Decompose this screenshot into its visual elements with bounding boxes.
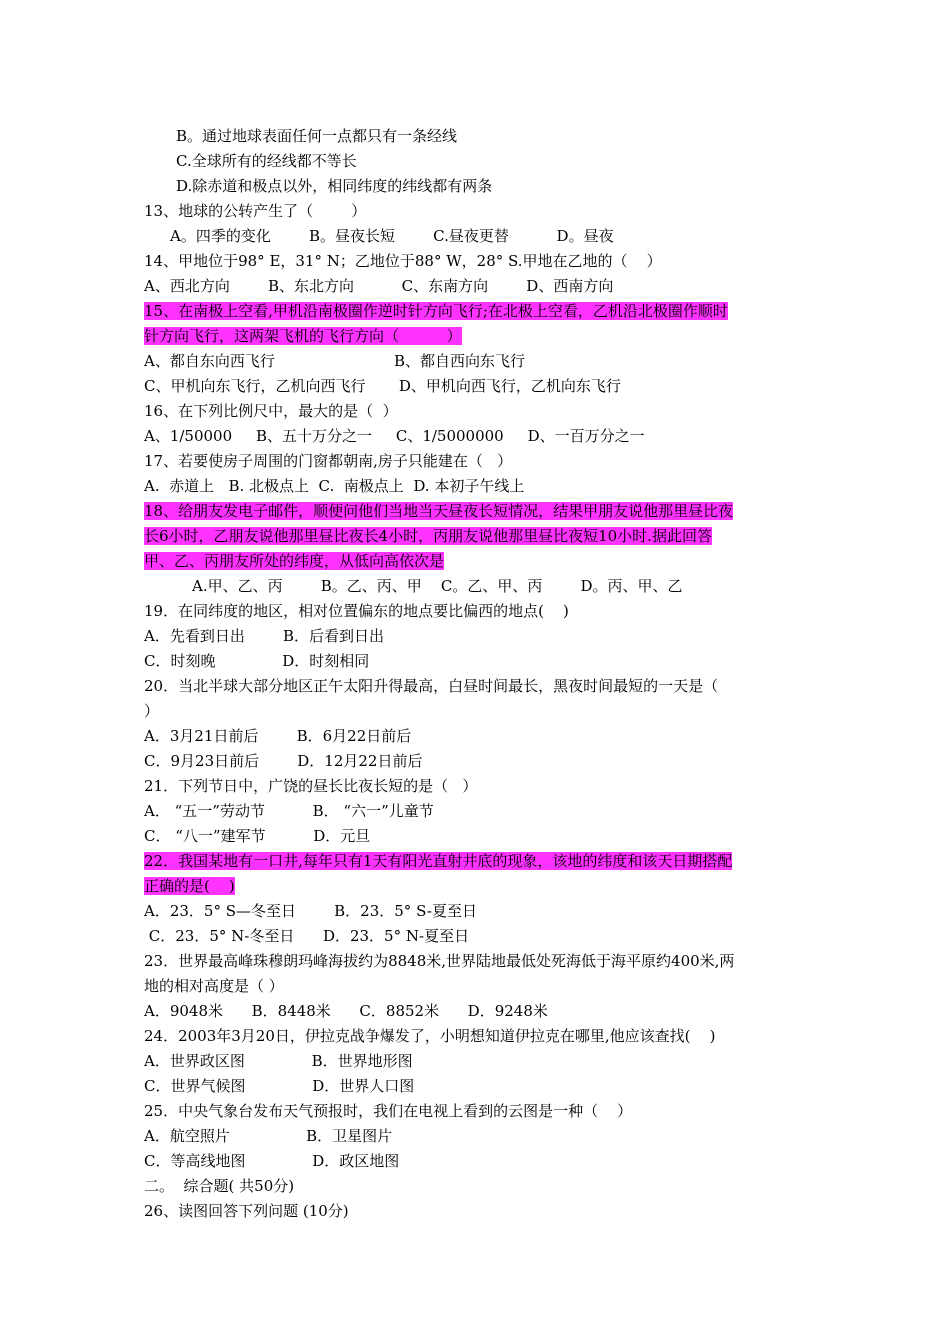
option-d-text: D.除赤道和极点以外，相同纬度的纬线都有两条 [176,177,493,195]
question-15-line-1 [144,300,728,322]
question-26: 26、读图回答下列问题 (10分) [144,1202,349,1220]
option-b-text: B。通过地球表面任何一点都只有一条经线 [176,127,458,145]
question-15-line-2 [144,325,462,347]
question-17-options: A. 赤道上 B. 北极点上 C. 南极点上 D. 本初子午线上 [144,477,525,495]
question-14-options: A、西北方向 B、东北方向 C、东南方向 D、西南方向 [144,277,614,295]
question-20-line-2: ） [144,702,160,720]
question-18-line-1 [144,500,733,522]
question-16: 16、在下列比例尺中，最大的是（ ） [144,402,398,420]
question-19-options-ab: A．先看到日出 B．后看到日出 [144,627,385,645]
question-21-options-cd: C． “八一”建军节 D．元旦 [144,827,371,845]
question-20-line-1: 20．当北半球大部分地区正午太阳升得最高，白昼时间最长，黑夜时间最短的一天是（ [144,677,719,695]
question-22-options-cd: C．23．5° N-冬至日 D．23．5° N-夏至日 [144,927,470,945]
question-22-line-1 [144,850,732,872]
question-19-options-cd: C．时刻晚 D．时刻相同 [144,652,370,670]
question-22-line-2 [144,875,235,897]
question-24-options-cd: C．世界气候图 D．世界人口图 [144,1077,415,1095]
question-24-options-ab: A．世界政区图 B．世界地形图 [144,1052,413,1070]
question-18-line-2 [144,525,712,547]
highlight: 正确的是( ) [144,877,235,895]
question-20-options-ab: A．3月21日前后 B．6月22日前后 [144,727,412,745]
highlight: 长6小时，乙朋友说他那里昼比夜长4小时，丙朋友说他那里昼比夜短10小时.据此回答 [144,527,712,545]
question-17: 17、若要使房子周围的门窗都朝南,房子只能建在（ ） [144,452,513,470]
highlight: 甲、乙、丙朋友所处的纬度，从低向高依次是 [144,552,445,570]
question-24: 24．2003年3月20日，伊拉克战争爆发了，小明想知道伊拉克在哪里,他应该查找( ) [144,1027,716,1045]
question-20-options-cd: C．9月23日前后 D．12月22日前后 [144,752,423,770]
question-22-options-ab: A．23．5° S—冬至日 B．23．5° S-夏至日 [144,902,477,920]
question-18-options: A.甲、乙、丙 B。乙、丙、甲 C。乙、甲、丙 D。丙、甲、乙 [192,577,683,595]
question-25-options-ab: A．航空照片 B．卫星图片 [144,1127,393,1145]
question-16-options: A、1/50000 B、五十万分之一 C、1/5000000 D、一百万分之一 [144,427,645,445]
highlight: 18、给朋友发电子邮件，顺便问他们当地当天昼夜长短情况，结果甲朋友说他那里昼比夜 [144,502,734,520]
section-2-heading: 二。 综合题( 共50分) [144,1177,295,1195]
question-25-options-cd: C．等高线地图 D．政区地图 [144,1152,400,1170]
highlight: 22．我国某地有一口井,每年只有1天有阳光直射井底的现象，该地的纬度和该天日期搭配 [144,852,733,870]
question-15-options-cd: C、甲机向东飞行，乙机向西飞行 D、甲机向西飞行，乙机向东飞行 [144,377,621,395]
question-13-options: A。四季的变化 B。昼夜长短 C.昼夜更替 D。昼夜 [170,227,614,245]
question-23-options: A．9048米 B．8448米 C．8852米 D．9248米 [144,1002,548,1020]
highlight: 15、在南极上空看,甲机沿南极圈作逆时针方向飞行;在北极上空看，乙机沿北极圈作顺时 [144,302,728,320]
question-21: 21．下列节日中，广饶的昼长比夜长短的是（ ） [144,777,478,795]
question-18-line-3 [144,550,444,572]
question-23-line-2: 地的相对高度是（ ） [144,977,284,995]
question-19: 19．在同纬度的地区，相对位置偏东的地点要比偏西的地点( ) [144,602,569,620]
question-23-line-1: 23．世界最高峰珠穆朗玛峰海拔约为8848米,世界陆地最低处死海低于海平原约400米,两 [144,952,735,970]
question-13: 13、地球的公转产生了（ ） [144,202,367,220]
question-25: 25．中央气象台发布天气预报时，我们在电视上看到的云图是一种（ ） [144,1102,633,1120]
question-14: 14、甲地位于98° E，31° N；乙地位于88° W，28° S.甲地在乙地的（ ） [144,252,662,270]
option-c-text: C.全球所有的经线都不等长 [176,152,357,170]
question-21-options-ab: A． “五一”劳动节 B． “六一”儿童节 [144,802,434,820]
question-15-options-ab: A、都自东向西飞行 B、都自西向东飞行 [144,352,526,370]
highlight: 针方向飞行，这两架飞机的飞行方向（ ） [144,327,462,345]
